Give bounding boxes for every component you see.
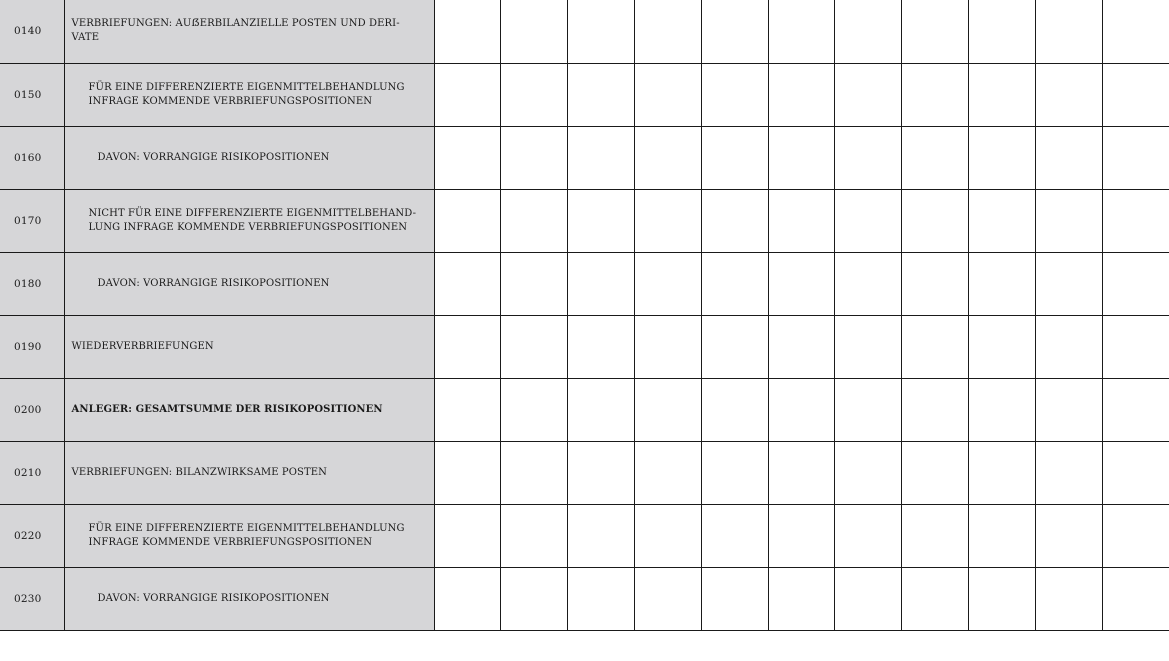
data-cell[interactable] <box>1035 189 1102 252</box>
data-cell[interactable] <box>1035 567 1102 630</box>
data-cell[interactable] <box>634 252 701 315</box>
data-cell[interactable] <box>434 504 501 567</box>
data-cell[interactable] <box>501 0 568 63</box>
row-label: WIEDERVERBRIEFUNGEN <box>71 340 214 352</box>
table-row <box>0 0 1169 63</box>
data-cell[interactable] <box>1102 567 1169 630</box>
data-cell[interactable] <box>434 0 501 63</box>
data-cell[interactable] <box>701 441 768 504</box>
data-cell[interactable] <box>501 189 568 252</box>
row-label: FÜR EINE DIFFERENZIERTE EIGENMITTELBEHANDLUNG INFRAGE KOMMENDE VERBRIEFUNGSPOSITIONEN <box>88 522 405 548</box>
data-cell[interactable] <box>969 0 1036 63</box>
row-label: DAVON: VORRANGIGE RISIKOPOSITIONEN <box>97 592 330 604</box>
row-label-cell <box>64 504 434 567</box>
data-cell[interactable] <box>634 315 701 378</box>
data-cell[interactable] <box>768 567 835 630</box>
table-row <box>0 441 1169 504</box>
data-cell[interactable] <box>1102 315 1169 378</box>
data-cell[interactable] <box>434 252 501 315</box>
row-label-cell <box>64 315 434 378</box>
data-cell[interactable] <box>835 504 902 567</box>
data-cell[interactable] <box>768 189 835 252</box>
data-cell[interactable] <box>501 126 568 189</box>
data-cell[interactable] <box>835 441 902 504</box>
data-cell[interactable] <box>634 0 701 63</box>
data-cell[interactable] <box>768 126 835 189</box>
data-cell[interactable] <box>1102 126 1169 189</box>
row-code: 0220 <box>0 504 64 567</box>
data-cell[interactable] <box>835 567 902 630</box>
table-row <box>0 378 1169 441</box>
data-cell[interactable] <box>634 189 701 252</box>
data-cell[interactable] <box>701 63 768 126</box>
row-label: FÜR EINE DIFFERENZIERTE EIGENMITTELBEHANDLUNG INFRAGE KOMMENDE VERBRIEFUNGSPOSITIONEN <box>88 81 405 107</box>
data-cell[interactable] <box>969 378 1036 441</box>
row-label-cell <box>64 378 434 441</box>
data-cell[interactable] <box>835 126 902 189</box>
row-label-cell <box>64 189 434 252</box>
data-cell[interactable] <box>568 252 635 315</box>
data-cell[interactable] <box>835 252 902 315</box>
row-code: 0180 <box>0 252 64 315</box>
data-cell[interactable] <box>701 252 768 315</box>
data-cell[interactable] <box>1035 378 1102 441</box>
row-label-cell <box>64 441 434 504</box>
table-row <box>0 567 1169 630</box>
data-cell[interactable] <box>1102 189 1169 252</box>
data-cell[interactable] <box>434 441 501 504</box>
data-cell[interactable] <box>568 63 635 126</box>
data-cell[interactable] <box>701 126 768 189</box>
data-cell[interactable] <box>835 378 902 441</box>
data-cell[interactable] <box>701 504 768 567</box>
data-cell[interactable] <box>768 63 835 126</box>
data-cell[interactable] <box>634 126 701 189</box>
data-cell[interactable] <box>434 315 501 378</box>
data-cell[interactable] <box>701 0 768 63</box>
data-cell[interactable] <box>501 567 568 630</box>
data-cell[interactable] <box>701 315 768 378</box>
data-cell[interactable] <box>434 126 501 189</box>
data-cell[interactable] <box>1102 504 1169 567</box>
data-cell[interactable] <box>969 252 1036 315</box>
data-cell[interactable] <box>835 63 902 126</box>
data-cell[interactable] <box>568 315 635 378</box>
table-row <box>0 315 1169 378</box>
data-cell[interactable] <box>434 378 501 441</box>
table-row <box>0 252 1169 315</box>
data-cell[interactable] <box>902 441 969 504</box>
data-cell[interactable] <box>1102 63 1169 126</box>
data-cell[interactable] <box>434 567 501 630</box>
data-cell[interactable] <box>568 126 635 189</box>
row-label: DAVON: VORRANGIGE RISIKOPOSITIONEN <box>97 277 330 289</box>
data-cell[interactable] <box>902 126 969 189</box>
row-label: DAVON: VORRANGIGE RISIKOPOSITIONEN <box>97 151 330 163</box>
data-cell[interactable] <box>969 315 1036 378</box>
data-cell[interactable] <box>1102 252 1169 315</box>
row-code: 0200 <box>0 378 64 441</box>
data-cell[interactable] <box>634 567 701 630</box>
data-cell[interactable] <box>1035 441 1102 504</box>
data-cell[interactable] <box>1102 0 1169 63</box>
data-cell[interactable] <box>902 0 969 63</box>
data-cell[interactable] <box>902 315 969 378</box>
data-cell[interactable] <box>568 441 635 504</box>
data-cell[interactable] <box>902 252 969 315</box>
row-code: 0150 <box>0 63 64 126</box>
data-cell[interactable] <box>1102 378 1169 441</box>
data-cell[interactable] <box>1035 315 1102 378</box>
data-cell[interactable] <box>768 315 835 378</box>
row-label: ANLEGER: GESAMTSUMME DER RISIKOPOSITIONEN <box>71 403 383 415</box>
data-cell[interactable] <box>969 441 1036 504</box>
data-cell[interactable] <box>1035 63 1102 126</box>
data-cell[interactable] <box>768 0 835 63</box>
data-cell[interactable] <box>634 378 701 441</box>
data-cell[interactable] <box>501 378 568 441</box>
data-cell[interactable] <box>902 567 969 630</box>
row-label-cell <box>64 567 434 630</box>
data-cell[interactable] <box>568 504 635 567</box>
data-cell[interactable] <box>634 441 701 504</box>
data-cell[interactable] <box>568 0 635 63</box>
data-cell[interactable] <box>634 63 701 126</box>
row-code: 0190 <box>0 315 64 378</box>
data-cell[interactable] <box>434 63 501 126</box>
table-row <box>0 63 1169 126</box>
data-cell[interactable] <box>701 567 768 630</box>
data-cell[interactable] <box>768 441 835 504</box>
data-cell[interactable] <box>568 567 635 630</box>
data-cell[interactable] <box>835 189 902 252</box>
data-cell[interactable] <box>568 189 635 252</box>
data-cell[interactable] <box>701 189 768 252</box>
data-cell[interactable] <box>634 504 701 567</box>
table-row <box>0 504 1169 567</box>
row-label-cell <box>64 252 434 315</box>
data-cell[interactable] <box>835 315 902 378</box>
data-cell[interactable] <box>969 504 1036 567</box>
row-code: 0170 <box>0 189 64 252</box>
data-cell[interactable] <box>1035 504 1102 567</box>
row-label: NICHT FÜR EINE DIFFERENZIERTE EIGENMITTELBEHAND- LUNG INFRAGE KOMMENDE VERBRIEFUNGSPOSITIONEN <box>88 207 417 233</box>
row-code: 0210 <box>0 441 64 504</box>
data-cell[interactable] <box>969 189 1036 252</box>
data-cell[interactable] <box>568 378 635 441</box>
data-cell[interactable] <box>1035 126 1102 189</box>
data-cell[interactable] <box>902 63 969 126</box>
data-cell[interactable] <box>501 252 568 315</box>
table-row <box>0 126 1169 189</box>
row-code: 0230 <box>0 567 64 630</box>
data-cell[interactable] <box>1102 441 1169 504</box>
row-code: 0140 <box>0 0 64 63</box>
data-cell[interactable] <box>835 0 902 63</box>
table-row <box>0 189 1169 252</box>
data-cell[interactable] <box>969 63 1036 126</box>
data-cell[interactable] <box>969 126 1036 189</box>
data-cell[interactable] <box>902 504 969 567</box>
data-cell[interactable] <box>768 378 835 441</box>
data-cell[interactable] <box>1035 0 1102 63</box>
data-cell[interactable] <box>501 63 568 126</box>
row-label: VERBRIEFUNGEN: AUẞERBILANZIELLE POSTEN UND DERI- VATE <box>71 18 400 44</box>
data-cell[interactable] <box>768 252 835 315</box>
data-cell[interactable] <box>434 189 501 252</box>
row-label-cell <box>64 126 434 189</box>
data-cell[interactable] <box>902 378 969 441</box>
row-label-cell <box>64 63 434 126</box>
data-cell[interactable] <box>501 441 568 504</box>
row-code: 0160 <box>0 126 64 189</box>
data-cell[interactable] <box>501 504 568 567</box>
data-cell[interactable] <box>1035 252 1102 315</box>
data-cell[interactable] <box>969 567 1036 630</box>
row-label-cell <box>64 0 434 63</box>
data-cell[interactable] <box>701 378 768 441</box>
data-cell[interactable] <box>768 504 835 567</box>
data-cell[interactable] <box>902 189 969 252</box>
data-cell[interactable] <box>501 315 568 378</box>
row-label: VERBRIEFUNGEN: BILANZWIRKSAME POSTEN <box>71 466 327 478</box>
